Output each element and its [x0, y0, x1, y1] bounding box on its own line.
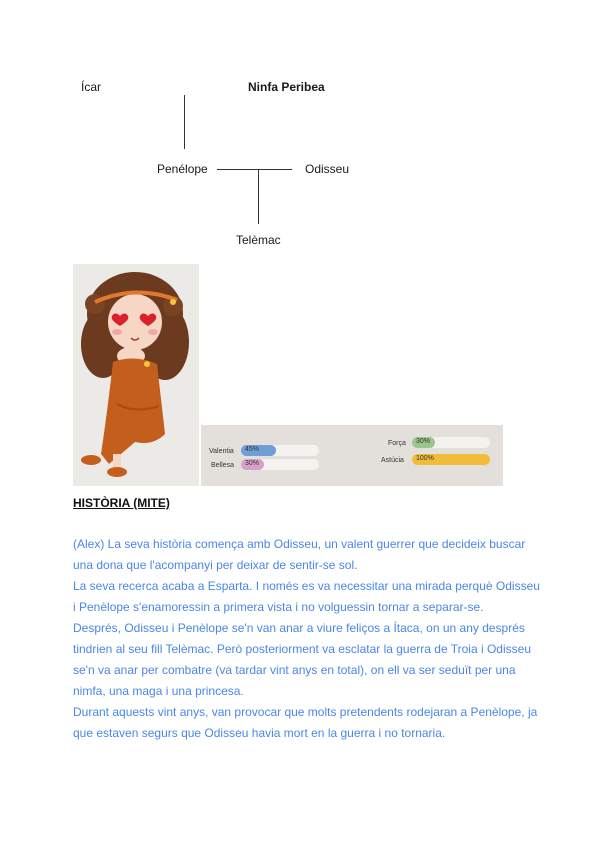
penelope-illustration: [73, 264, 199, 486]
stat-value-bellesa: 30%: [245, 460, 260, 467]
story-paragraph: Després, Odisseu i Penèlope se'n van anar a viure feliços a Ítaca, on un any després tindrien al seu fill Telèmac. Però posteriorment va esclatar la guerra de Troia i Odisseu se'n va anar per combatre (va tardar vint anys en total), on ell va ser seduït per una nimfa, una maga i una princesa.: [73, 621, 531, 698]
tree-node-odisseu: Odisseu: [305, 162, 350, 176]
story-paragraph: (Alex) La seva història comença amb Odisseu, un valent guerrer que decideix buscar una dona que l'acompanyi per deixar de sentir-se sol.: [73, 537, 526, 572]
tree-node-telemac: Telèmac: [236, 233, 281, 247]
stat-bar-astucia: [412, 454, 490, 465]
tree-node-penelope: Penélope: [157, 162, 208, 176]
tree-node-icar: Ícar: [81, 80, 102, 94]
stat-bar-bellesa: [241, 459, 319, 470]
character-drawing: [73, 264, 199, 486]
story-paragraph: Durant aquests vint anys, van provocar que molts pretendents rodejaran a Penèlope, ja que estaven segurs que Odisseu havia mort en la guerra i no tornaria.: [73, 705, 538, 740]
stat-value-astucia: 100%: [416, 455, 434, 462]
tree-line-icar: [184, 95, 185, 149]
tree-node-ninfa: Ninfa Peribea: [248, 80, 325, 94]
stat-bar-forca: [412, 437, 490, 448]
stat-value-forca: 30%: [416, 438, 431, 445]
stat-label-forca: Força: [388, 440, 406, 447]
stat-label-valentia: Valentia: [209, 448, 234, 455]
section-heading: HISTÒRIA (MITE): [73, 496, 170, 510]
story-text: [73, 534, 543, 744]
stat-value-valentia: 45%: [245, 446, 260, 453]
stat-label-bellesa: Bellesa: [211, 462, 234, 469]
story-paragraph: La seva recerca acaba a Esparta. I només es va necessitar una mirada perquè Odisseu i Penèlope s'enamoressin a primera vista i no volguessin tornar a separar-se.: [73, 579, 540, 614]
stat-label-astucia: Astúcia: [381, 457, 404, 464]
stat-bar-valentia: [241, 445, 319, 456]
stats-card: [201, 425, 503, 486]
tree-line-marriage: [217, 169, 292, 170]
tree-line-telemac: [258, 170, 259, 224]
